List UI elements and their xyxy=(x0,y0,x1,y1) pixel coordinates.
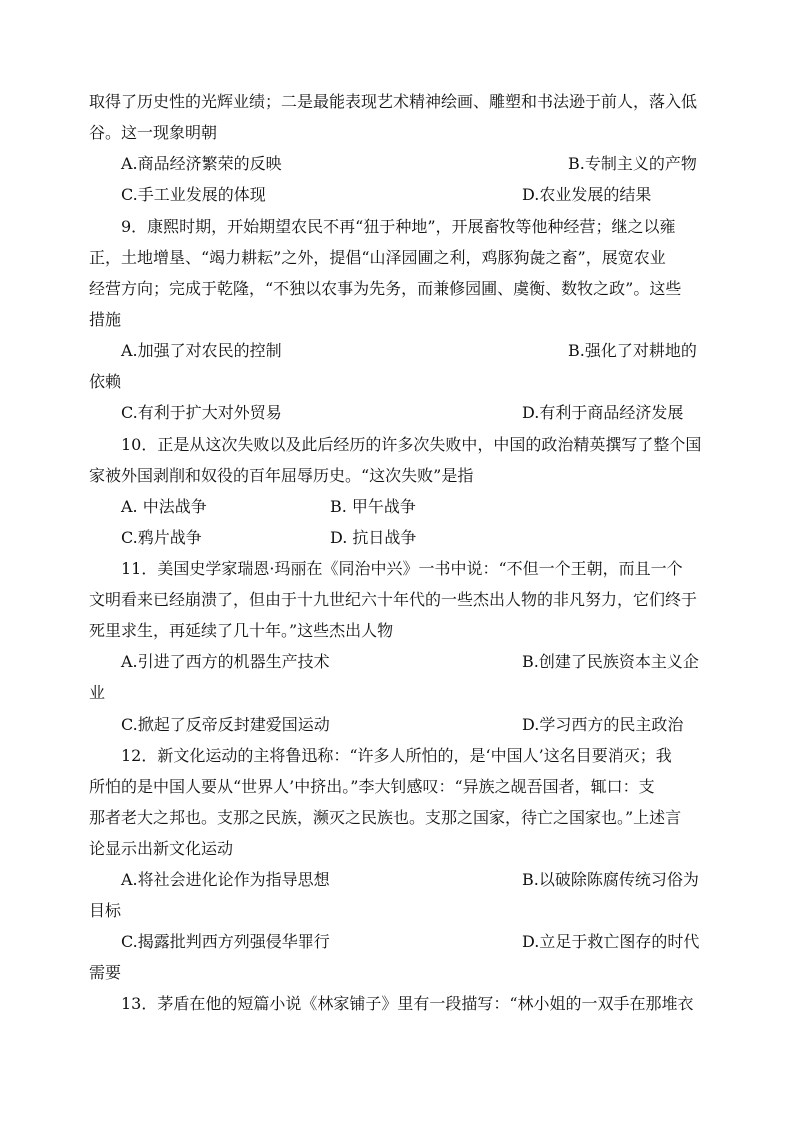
option: A.将社会进化论作为指导思想 xyxy=(121,870,330,889)
document-page: 取得了历史性的光辉业绩；二是最能表现艺术精神绘画、雕塑和书法逊于前人，落入低 谷。这一现象明朝 A.商品经济繁荣的反映 B.专制主义的产物 C.手工业发展的体现 D.农业发展的结果 9．康熙时期，开始期望农民不再“狃于种地”，开展畜牧等他种经营；继之以雍 正，土地增垦、“竭力耕耘”之外，提倡“山泽园圃之利，鸡豚狗彘之畜”，展宽农业 经营方向；完成于乾隆，“不独以农事为先务，而兼修园圃、虞衡、数牧之政”。这些 措施 A.加强了对农民的控制 B.强化了对耕地的 依赖 C.有利于扩大对外贸易 D.有利于商品经济发展 10．正是从这次失败以及此后经历的许多次失败中，中国的政治精英撰写了整个国 家被外国剥削和奴役的百年屈辱历史。“这次失败”是指 A. 中法战争 B. 甲午战争 C.鸦片战争 D. 抗日战争 11．美国史学家瑞恩·玛丽在《同治中兴》一书中说：“不但一个王朝，而且一个 文明看来已经崩溃了，但由于十九世纪六十年代的一些杰出人物的非凡努力，它们终于 死里求生，再延续了几十年。”这些杰出人物 A.引进了西方的机器生产技术 B.创建了民族资本主义企 业 C.掀起了反帝反封建爱国运动 D.学习西方的民主政治 12．新文化运动的主将鲁迅称：“许多人所怕的，是‘中国人’这名目要消灭；我 所怕的是中国人要从“世界人’中挤出。”李大钊感叹：“异族之觇吾国者，辄口：支 那者老大之邦也。支那之民族，濒灭之民族也。支那之国家，待亡之国家也。”上述言 论显示出新文化运动 A.将社会进化论作为指导思想 B.以破除陈腐传统习俗为 目标 C.揭露批判西方列强侵华罪行 D.立足于救亡图存的时代 需要 13．茅盾在他的短篇小说《林家铺子》里有一段描写：“林小姐的一双手在那堆衣 xyxy=(89,92,702,1013)
option: B.强化了对耕地的 xyxy=(568,341,697,360)
option: A. 中法战争 xyxy=(121,497,207,516)
option: A.引进了西方的机器生产技术 xyxy=(121,652,330,671)
option: C.揭露批判西方列强侵华罪行 xyxy=(121,932,330,951)
option: B.以破除陈腐传统习俗为 xyxy=(522,870,699,889)
option: C.有利于扩大对外贸易 xyxy=(121,403,282,422)
option: B.专制主义的产物 xyxy=(568,154,697,173)
option: C.手工业发展的体现 xyxy=(121,185,266,204)
option: B. 甲午战争 xyxy=(330,497,416,516)
option: D.有利于商品经济发展 xyxy=(522,403,684,422)
option: D.学习西方的民主政治 xyxy=(522,715,684,734)
option: C.掀起了反帝反封建爱国运动 xyxy=(121,715,330,734)
option: D.农业发展的结果 xyxy=(522,185,652,204)
option: A.商品经济繁荣的反映 xyxy=(121,154,282,173)
option: C.鸦片战争 xyxy=(121,528,202,547)
option: B.创建了民族资本主义企 xyxy=(522,652,699,671)
option: A.加强了对农民的控制 xyxy=(121,341,282,360)
option: D.立足于救亡图存的时代 xyxy=(522,932,700,951)
option: D. 抗日战争 xyxy=(330,528,417,547)
